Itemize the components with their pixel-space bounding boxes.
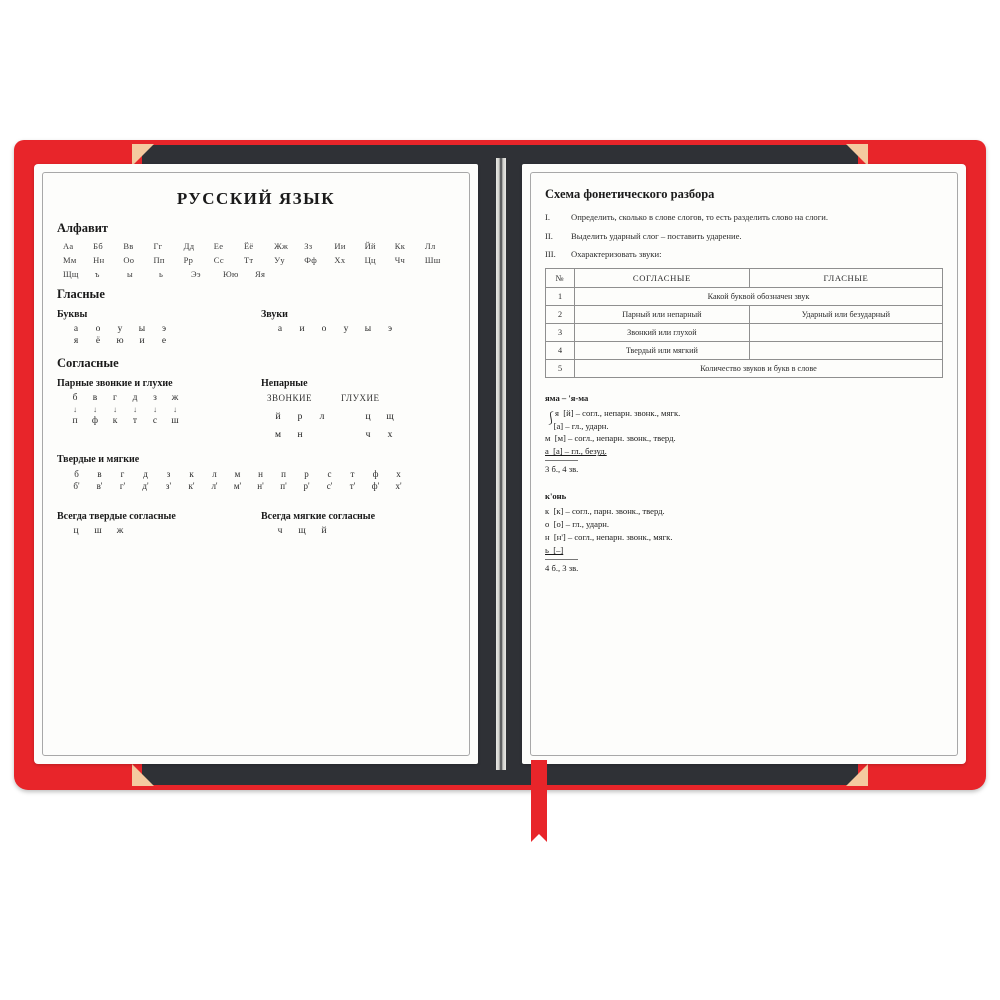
consonant: к [112,416,118,426]
alphabet-letter: Пп [153,255,165,265]
consonant: с' [326,481,333,491]
alphabet-letter: Сс [213,255,224,265]
row-span-text: Какой буквой обозначен звук [575,287,943,305]
vowel-sound: ы [364,324,372,334]
consonant: з [166,469,171,479]
down-arrow-icon: ↓ [133,405,137,414]
cell-vowels: Ударный или безударный [749,305,942,323]
scheme-step [545,212,943,224]
row-number: 5 [546,359,575,377]
vowels-heading: Гласные [57,287,105,301]
consonant: ц [365,412,371,422]
consonant: б [74,469,79,479]
vowel-letter: э [161,324,167,334]
consonant: ж [171,393,179,403]
left-page-frame [42,172,470,756]
consonant: х [396,469,401,479]
consonant: ш [94,526,102,536]
vowel-letter: а [73,324,79,334]
step-number: I. [545,212,551,222]
consonant: к' [188,481,195,491]
alphabet-letter: Лл [424,241,436,251]
consonant: щ [298,526,306,536]
example-analysis [545,490,943,574]
consonant: ш [171,416,179,426]
ribbon-bookmark [531,760,547,834]
always-columns [57,509,455,538]
phonetic-scheme-title: Схема фонетического разбора [545,187,715,201]
vowel-sound: а [277,324,283,334]
consonant: щ [386,412,394,422]
corner-protector-bottom-right [846,764,868,786]
step-text: Выделить ударный слог – поставить ударение. [571,230,742,241]
hard-consonants-row [65,469,455,479]
consonant: р' [303,481,310,491]
vowel-letter: ы [138,324,146,334]
consonant: г' [119,481,126,491]
always-hard-row [65,526,251,536]
down-arrow-icon: ↓ [173,405,177,414]
table-header-row [546,268,943,287]
unpaired-grid [269,406,455,442]
cell-consonants: Звонкий или глухой [575,323,750,341]
vowels-letters-row [65,324,251,334]
example-line: к [к] – согл., парн. звонк., тверд. [545,506,665,517]
alphabet-letter: Ёё [243,241,254,251]
column-header-vowels: ГЛАСНЫЕ [749,268,942,287]
unpaired-voiceless-row [359,406,399,424]
alphabet-letter: Фф [304,255,318,265]
vowel-letter: ю [116,336,124,346]
vowels-letters-label: Буквы [57,309,88,320]
consonant: л' [211,481,218,491]
consonant: п' [280,481,287,491]
example-line: ь [–] [545,544,564,555]
vowel-letter: е [161,336,167,346]
consonant: ж [116,526,124,536]
alphabet-letter: ъ [95,269,100,279]
consonant: с [327,469,332,479]
table-row [546,341,943,359]
unpaired-voiced-list [269,406,331,442]
consonant: м [234,469,241,479]
consonant: б' [73,481,80,491]
consonant: ц [73,526,79,536]
alphabet-letter: Чч [394,255,406,265]
example-total: 3 б., 4 зв. [545,460,578,476]
consonant: с [152,416,158,426]
consonant: т [132,416,138,426]
alphabet-letter: Жж [274,241,289,251]
vowel-sound: у [343,324,349,334]
alphabet-letter: Тт [243,255,254,265]
unpaired-consonants-label: Непарные [261,378,308,389]
consonant: р [304,469,309,479]
scheme-step [545,249,943,261]
consonants-heading: Согласные [57,356,119,370]
example-analysis [545,392,943,476]
vowel-sound: о [321,324,327,334]
consonant: й [321,526,327,536]
row-number: 4 [546,341,575,359]
step-text: Охарактеризовать звуки: [571,249,662,260]
down-arrow-icon: ↓ [73,405,77,414]
vowel-letter: о [95,324,101,334]
alphabet-row [63,269,455,279]
consonants-columns [57,376,455,442]
step-number: III. [545,249,556,260]
consonant: т [350,469,355,479]
down-arrow-icon: ↓ [113,405,117,414]
step-text: Определить, сколько в слове слогов, то есть разделить слово на слоги. [571,212,828,222]
alphabet-letter: Гг [153,241,163,251]
vowel-letter: ё [95,336,101,346]
consonant: в [92,393,98,403]
consonant: ф [91,416,99,426]
vowel-letter: у [117,324,123,334]
vowels-sounds-label: Звуки [261,309,288,320]
alphabet-letter: ь [159,269,164,279]
example-line: ⎰ я [й] – согл., непарн. звонк., мягк. [545,407,943,420]
example-line: а [а] – гл., безуд. [545,446,607,457]
row-number: 3 [546,323,575,341]
unpaired-consonants-column [261,376,455,442]
consonant: н' [257,481,264,491]
consonant: н [258,469,263,479]
example-total: 4 б., 3 зв. [545,559,578,575]
consonant: д' [142,481,149,491]
cell-consonants: Твердый или мягкий [575,341,750,359]
unpaired-voiceless-header: ГЛУХИЕ [341,393,380,403]
alphabet-letter: Кк [394,241,406,251]
consonant: й [275,412,281,422]
table-row [546,305,943,323]
alphabet-letter: Нн [93,255,105,265]
corner-protector-top-right [846,144,868,166]
paired-voiced-row [65,393,251,403]
unpaired-headers [267,393,455,403]
alphabet-letter: Шш [424,255,441,265]
example-line: о [о] – гл., ударн. [545,518,610,529]
alphabet-letter: Вв [123,241,134,251]
down-arrow-icon: ↓ [153,405,157,414]
consonant: к [189,469,194,479]
unpaired-voiced-header: ЗВОНКИЕ [267,393,313,403]
alphabet-letter: Ээ [191,269,201,279]
consonant: б [72,393,78,403]
alphabet-letter: Мм [63,255,77,265]
consonant: в' [96,481,103,491]
vowel-sound: и [299,324,305,334]
alphabet-letter: Хх [334,255,346,265]
column-header-number: № [546,268,575,287]
phonetic-characteristics-table [545,268,943,378]
consonant: х' [395,481,402,491]
paired-voiceless-row [65,416,251,426]
alphabet-letter: Рр [183,255,194,265]
alphabet-letter: Юю [223,269,239,279]
scheme-step [545,231,943,243]
left-page [34,164,478,764]
alphabet-letter: Ее [213,241,224,251]
consonant: д [132,393,138,403]
soft-consonants-row [65,481,455,491]
consonant: в [97,469,102,479]
always-soft-column [261,509,455,538]
paired-consonants-label: Парные звонкие и глухие [57,378,173,389]
vowels-columns [57,307,455,348]
cell-vowels [749,323,942,341]
column-header-consonants: СОГЛАСНЫЕ [575,268,750,287]
consonant: г [120,469,125,479]
consonant: л [319,412,325,422]
alphabet-letter: Цц [364,255,376,265]
consonant: д [143,469,148,479]
vowel-letter: я [73,336,79,346]
alphabet-letter: Дд [183,241,195,251]
alphabet-letter: Ии [334,241,346,251]
cell-consonants: Парный или непарный [575,305,750,323]
example-line: н [н'] – согл., непарн. звонк., мягк. [545,531,673,542]
example-word: к'онь [545,491,567,502]
alphabet-letter: ы [127,269,134,279]
example-line: м [м] – согл., непарн. звонк., тверд. [545,433,676,444]
vowels-sounds-row [269,324,455,334]
alphabet-letter: Уу [274,255,285,265]
hard-soft-label: Твердые и мягкие [57,454,140,465]
vowels-letters-row [65,336,251,346]
vowel-letter: и [139,336,145,346]
consonant: п [72,416,78,426]
consonant: ч [365,430,371,440]
table-row [546,287,943,305]
row-number: 1 [546,287,575,305]
open-notebook [14,140,986,790]
alphabet-letter: Яя [255,269,266,279]
paired-arrows-row [65,405,251,414]
table-row [546,323,943,341]
consonant: м' [233,481,242,491]
unpaired-voiced-row [269,406,331,424]
consonant: л [212,469,217,479]
alphabet-letter: Щщ [63,269,79,279]
table-row [546,359,943,377]
down-arrow-icon: ↓ [93,405,97,414]
alphabet-letter: Аа [63,241,74,251]
vowels-letters-column [57,307,251,348]
always-hard-column [57,509,251,538]
always-hard-label: Всегда твердые согласные [57,511,176,522]
consonant: н [297,430,303,440]
unpaired-voiceless-list [359,406,399,442]
consonant: п [281,469,286,479]
consonant: х [387,430,393,440]
consonant: ч [277,526,283,536]
example-word: яма – 'я-ма [545,392,589,403]
right-page-frame [530,172,958,756]
cell-vowels [749,341,942,359]
unpaired-voiceless-row [359,424,399,442]
alphabet-row [63,241,455,251]
step-number: II. [545,230,553,241]
alphabet-row [63,255,455,265]
page-title: РУССКИЙ ЯЗЫК [176,189,336,208]
consonant: т' [349,481,356,491]
book-spine-gutter [496,158,506,770]
alphabet-letter: Йй [364,241,376,251]
consonant: з [153,393,157,403]
row-span-text: Количество звуков и букв в слове [575,359,943,377]
unpaired-voiced-row [269,424,331,442]
vowels-sounds-column [261,307,455,348]
vowel-sound: э [387,324,393,334]
always-soft-label: Всегда мягкие согласные [261,511,376,522]
alphabet-heading: Алфавит [57,221,109,235]
row-number: 2 [546,305,575,323]
alphabet-letter: Бб [93,241,103,251]
example-line: [а] – гл., ударн. [545,420,609,431]
corner-protector-bottom-left [132,764,154,786]
consonant: ф [372,469,379,479]
alphabet-letter: Зз [304,241,313,251]
always-soft-row [269,526,455,536]
paired-consonants-column [57,376,251,442]
corner-protector-top-left [132,144,154,166]
consonant: г [113,393,117,403]
consonant: ф' [371,481,380,491]
consonant: з' [165,481,172,491]
consonant: м [274,430,281,440]
consonant: р [297,412,303,422]
alphabet-letter: Оо [123,255,135,265]
right-page [522,164,966,764]
